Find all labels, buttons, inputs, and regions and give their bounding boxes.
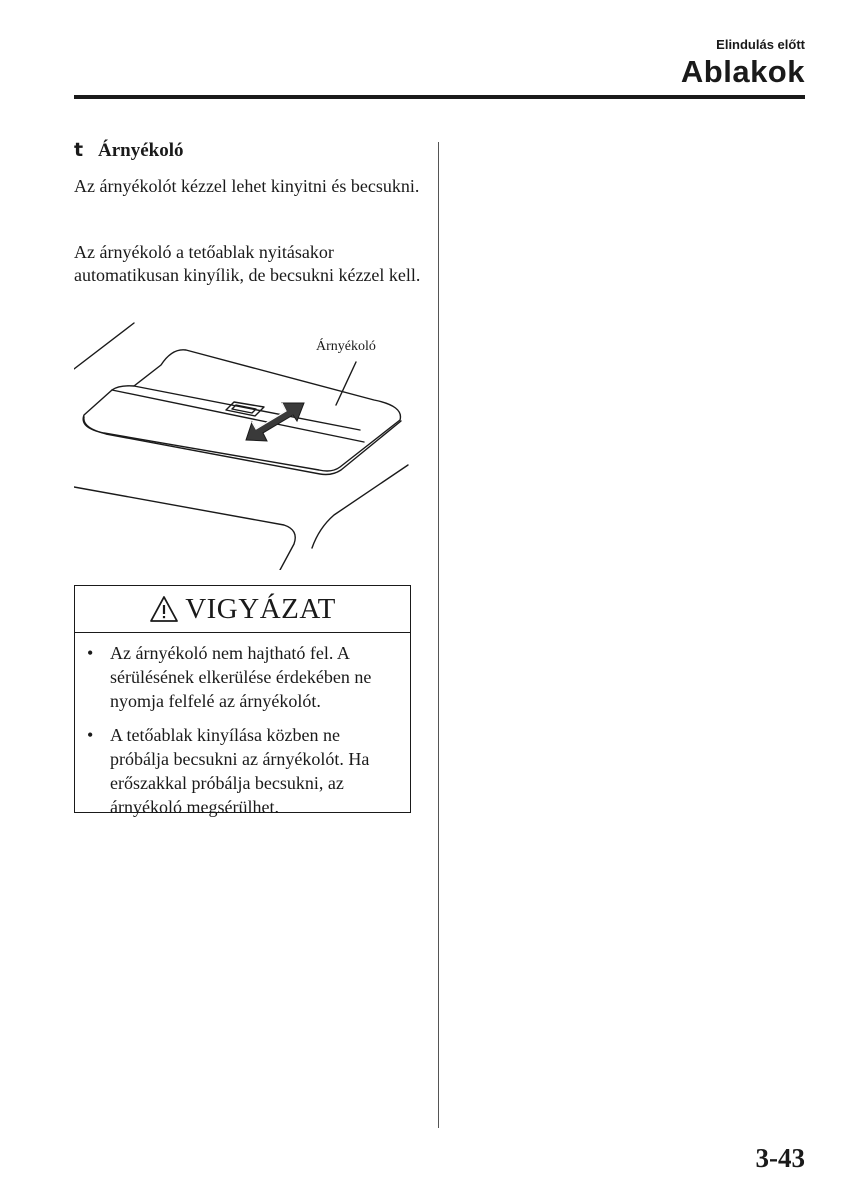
- warning-triangle-icon: [149, 594, 179, 624]
- list-item: [75, 641, 410, 713]
- page-number: 3-43: [755, 1143, 805, 1173]
- figure-label: Árnyékoló: [316, 339, 376, 354]
- chapter-title: Elindulás előtt: [716, 37, 805, 52]
- sunroof-shade-figure: [74, 320, 424, 570]
- header-rule: [74, 95, 805, 99]
- caution-box: [74, 585, 411, 817]
- caution-header: [75, 586, 410, 633]
- section-heading-text: Árnyékoló: [98, 140, 184, 161]
- paragraph: Az árnyékolót kézzel lehet kinyitni és becsukni.: [74, 176, 420, 196]
- bullet-dot: •: [87, 643, 94, 663]
- caution-item-text: Az árnyékoló nem hajtható fel. A sérülésének elkerülése érdekében ne nyomja felfelé az árnyékolót.: [110, 643, 372, 711]
- paragraph: Az árnyékoló a tetőablak nyitásakor automatikusan kinyílik, de becsukni kézzel kell.: [74, 242, 421, 285]
- caution-title: VIGYÁZAT: [185, 593, 336, 625]
- column-divider: [438, 142, 439, 1128]
- page-title: Ablakok: [680, 54, 805, 89]
- section-bullet: t: [74, 139, 84, 161]
- sunroof-shade-illustration: [74, 320, 424, 570]
- section-heading: [74, 139, 184, 162]
- caution-list: [75, 641, 410, 829]
- caution-item-text: A tetőablak kinyílása közben ne próbálja becsukni az árnyékolót. Ha erőszakkal próbálja becsukni, az árnyékoló megsérülhet.: [110, 725, 370, 817]
- list-item: [75, 723, 410, 819]
- bullet-dot: •: [87, 725, 94, 745]
